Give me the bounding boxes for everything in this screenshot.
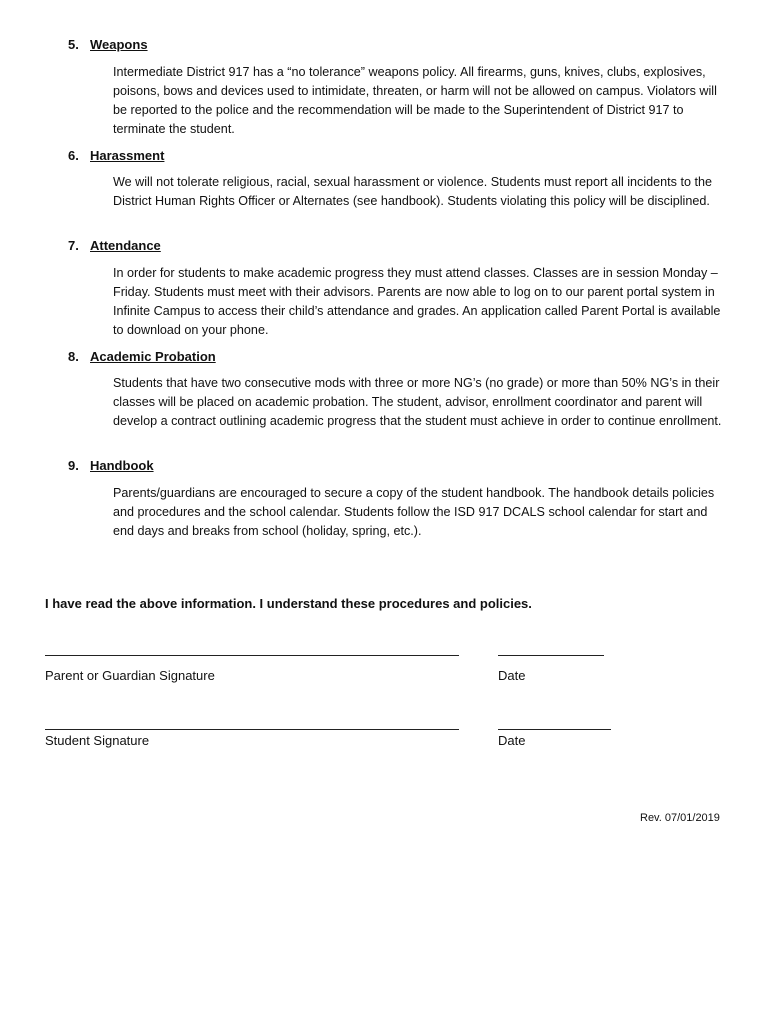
student-signature-line[interactable] xyxy=(45,729,459,730)
section-number: 7. xyxy=(68,238,79,253)
section-number: 5. xyxy=(68,37,79,52)
section-number: 6. xyxy=(68,148,79,163)
section-body: Intermediate District 917 has a “no tolerance” weapons policy. All firearms, guns, knives, clubs, explosives, poisons, bows and devices used to intimidate, threaten, or harm will not be allowed on campus. Violators will be reported to the police and the recommendation will be made to the Superintendent of District 917 to terminate the student. xyxy=(113,65,717,136)
parent-date-label: Date xyxy=(498,668,526,683)
section-body: Parents/guardians are encouraged to secure a copy of the student handbook. The handbook details policies and procedures and the school calendar. Students follow the ISD 917 DCALS school calendar for start and end days and breaks from school (holiday, spring, etc.). xyxy=(113,486,715,538)
student-date-line[interactable] xyxy=(498,729,611,730)
acknowledgement-statement: I have read the above information. I understand these procedures and policies. xyxy=(45,596,532,611)
section-heading xyxy=(68,148,164,163)
student-signature-label: Student Signature xyxy=(45,733,150,748)
section-heading xyxy=(68,458,154,473)
section-number: 9. xyxy=(68,458,79,473)
section-title: Attendance xyxy=(90,238,161,253)
section-heading xyxy=(68,238,161,253)
parent-signature-label: Parent or Guardian Signature xyxy=(45,668,215,683)
section-body: We will not tolerate religious, racial, sexual harassment or violence. Students must report all incidents to the District Human Rights Officer or Alternates (see handbook). Students violating this policy will be disciplined. xyxy=(113,175,712,208)
section-heading xyxy=(68,349,216,364)
section-title: Weapons xyxy=(90,37,148,52)
section-title: Harassment xyxy=(90,148,165,163)
revision-date: Rev. 07/01/2019 xyxy=(640,812,720,824)
section-number: 8. xyxy=(68,349,79,364)
section-title: Academic Probation xyxy=(90,349,216,364)
section-body: In order for students to make academic progress they must attend classes. Classes are in session Monday – Friday. Students must meet with their advisors. Parents are now able to log on to our parent portal system in Infinite Campus to access their child’s attendance and grades. An application called Parent Portal is available to download on your phone. xyxy=(113,266,721,337)
parent-signature-line[interactable] xyxy=(45,655,459,656)
section-heading xyxy=(68,37,148,52)
student-date-label: Date xyxy=(498,733,526,748)
section-body: Students that have two consecutive mods with three or more NG’s (no grade) or more than 50% NG’s in their classes will be placed on academic probation. The student, advisor, enrollment coordinator and parent will develop a contract outlining academic progress that the student must achieve in order to continue enrollment. xyxy=(113,376,722,428)
section-title: Handbook xyxy=(90,458,154,473)
parent-date-line[interactable] xyxy=(498,655,604,656)
